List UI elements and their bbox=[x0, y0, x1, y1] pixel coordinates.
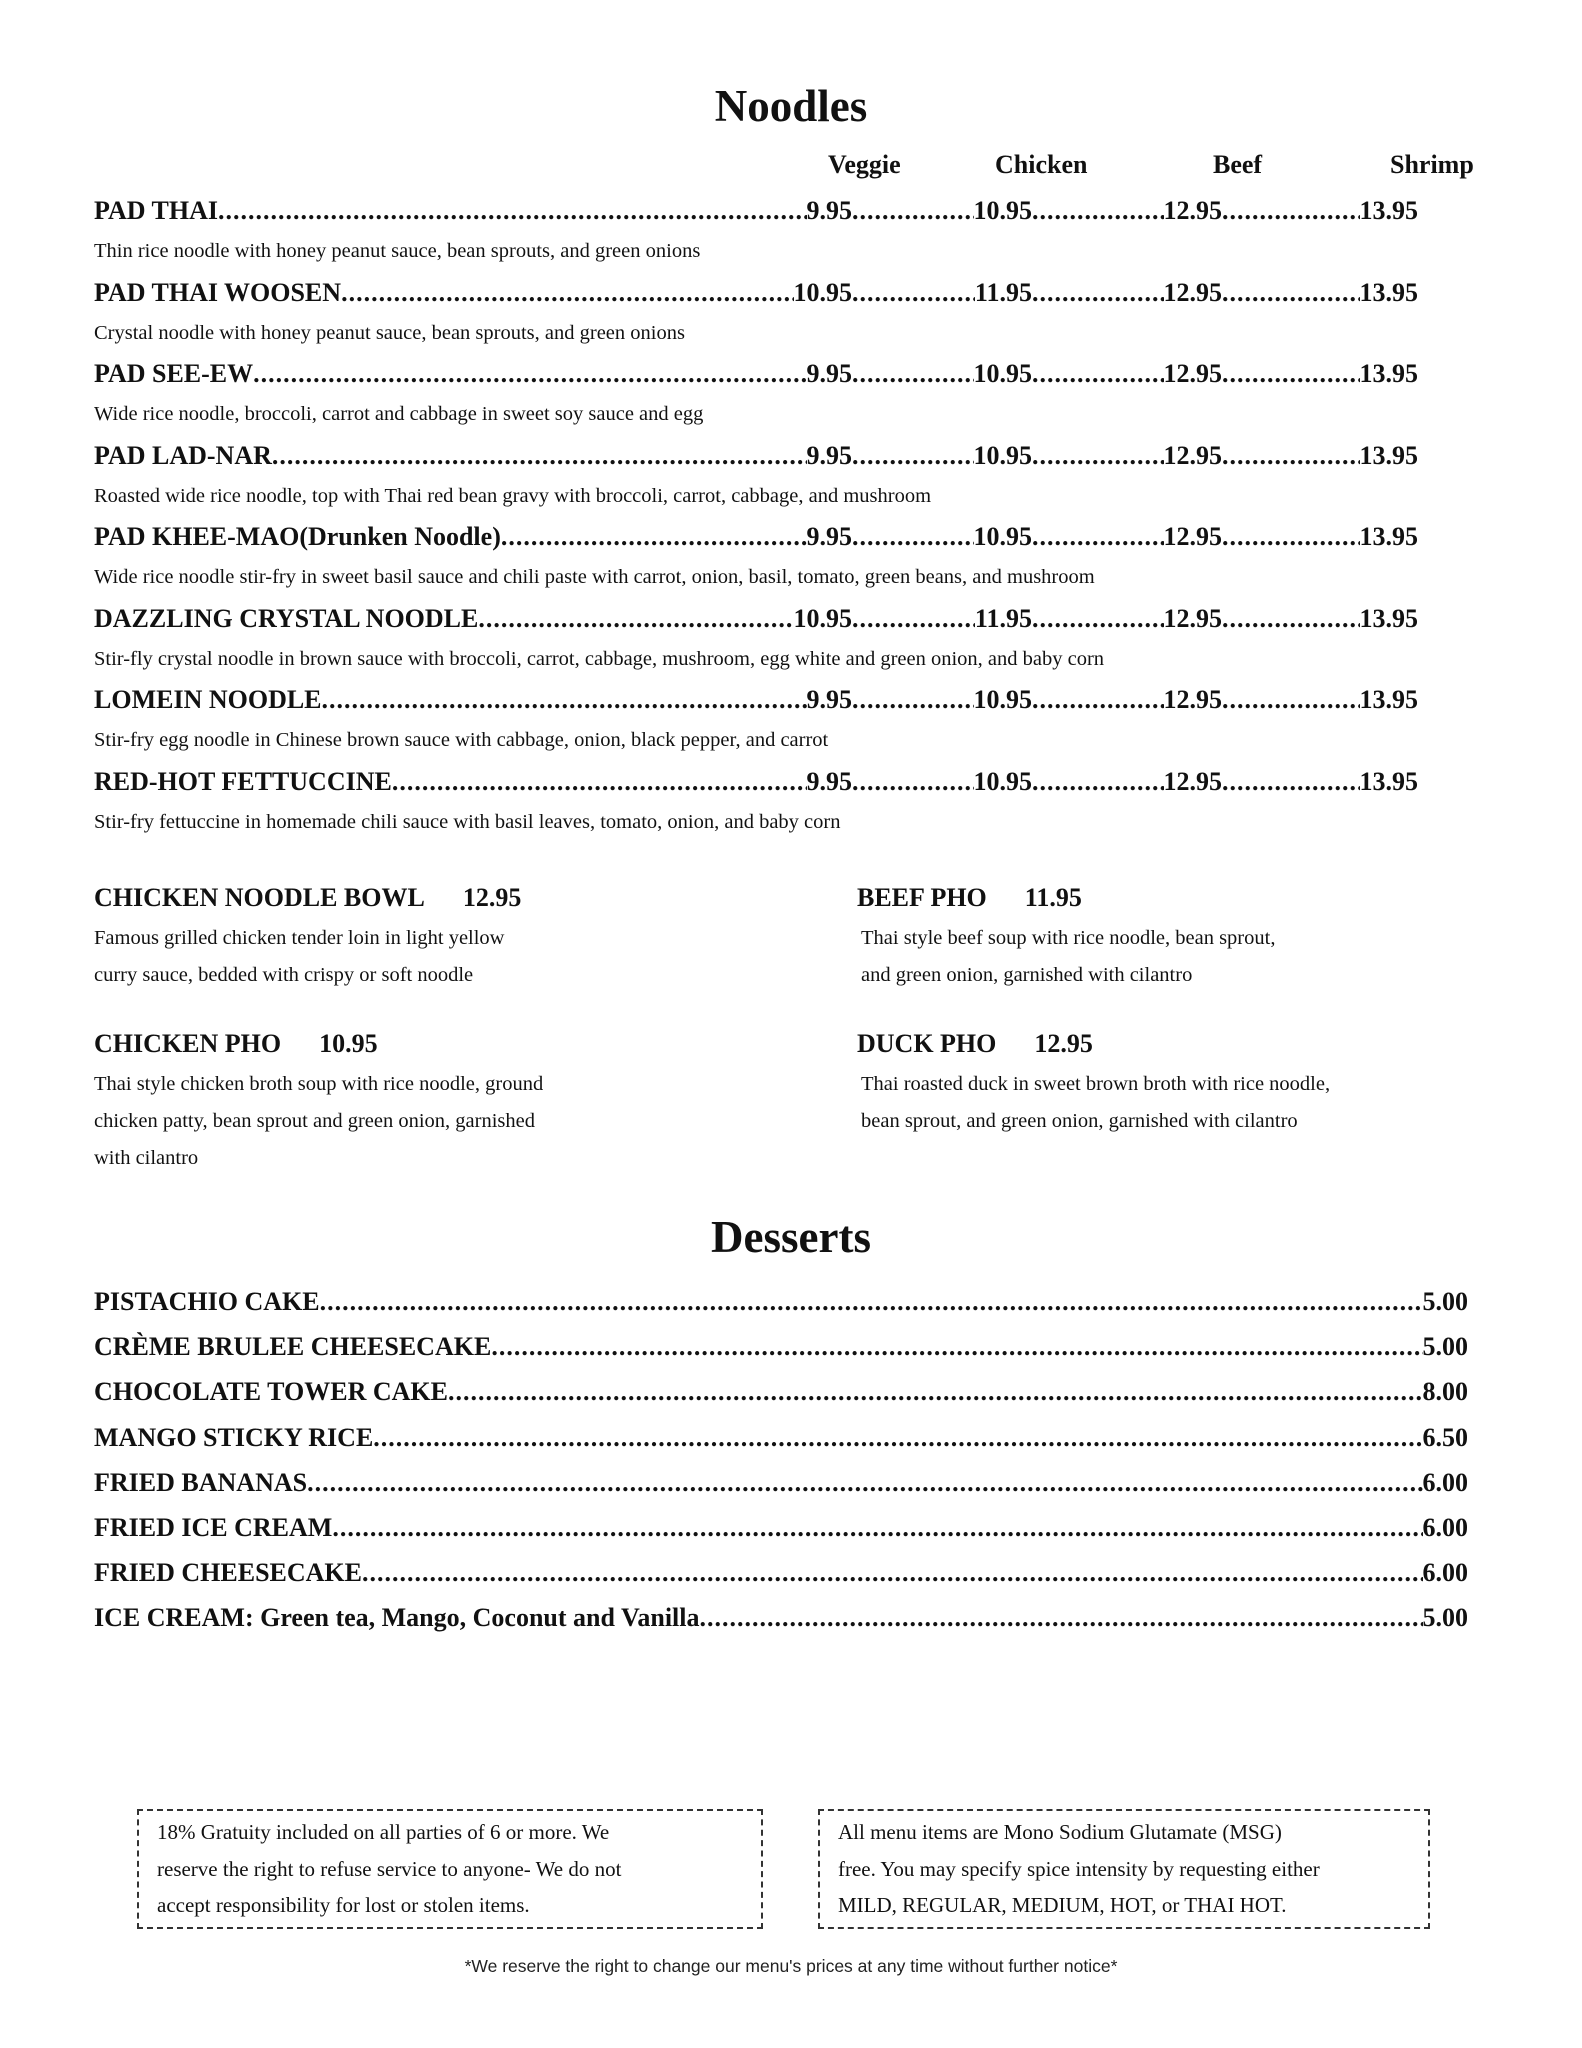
menu-item-name: PAD THAI bbox=[94, 196, 218, 225]
price-shrimp: 13.95 bbox=[1359, 522, 1418, 551]
price-cell bbox=[1222, 682, 1418, 718]
price-shrimp: 13.95 bbox=[1359, 359, 1418, 388]
special-item bbox=[94, 880, 714, 994]
dessert-item-line bbox=[94, 1418, 1468, 1458]
price-shrimp: 13.95 bbox=[1359, 196, 1418, 225]
dot-leader bbox=[1032, 356, 1164, 392]
msg-notice-line: All menu items are Mono Sodium Glutamate (MSG) bbox=[838, 1820, 1282, 1844]
description-line: with cilantro bbox=[94, 1147, 199, 1169]
special-item-name: BEEF PHO bbox=[857, 883, 987, 912]
menu-item-description: Stir-fly crystal noodle in brown sauce with broccoli, carrot, cabbage, mushroom, egg white and green onion, and baby corn bbox=[94, 647, 1105, 670]
dot-leader bbox=[272, 438, 807, 474]
price-cell bbox=[1222, 519, 1418, 555]
dot-leader bbox=[332, 1508, 1422, 1548]
dot-leader bbox=[1222, 275, 1360, 311]
dot-leader bbox=[253, 356, 806, 392]
price-shrimp: 13.95 bbox=[1359, 277, 1418, 307]
menu-item bbox=[94, 682, 1474, 764]
dessert-item bbox=[94, 1372, 1468, 1417]
price-cell bbox=[1222, 356, 1418, 392]
dessert-price: 6.50 bbox=[1422, 1422, 1468, 1452]
gratuity-notice-line: reserve the right to refuse service to anyone- We do not bbox=[157, 1856, 622, 1881]
column-header-chicken: Chicken bbox=[995, 150, 1088, 179]
dot-leader bbox=[1032, 682, 1164, 718]
dessert-price: 5.00 bbox=[1422, 1287, 1468, 1316]
description-line: curry sauce, bedded with crispy or soft noodle bbox=[94, 964, 474, 986]
dessert-name: CHOCOLATE TOWER CAKE bbox=[94, 1377, 448, 1407]
special-item bbox=[94, 1026, 714, 1177]
dessert-name: FRIED BANANAS bbox=[94, 1467, 308, 1497]
dot-leader bbox=[852, 764, 974, 800]
menu-item-line bbox=[94, 356, 1474, 392]
price-cell bbox=[852, 764, 1032, 800]
price-beef: 12.95 bbox=[1163, 522, 1222, 551]
menu-item-name-cell bbox=[94, 764, 852, 800]
description-line: chicken patty, bean sprout and green onion, garnished bbox=[94, 1110, 535, 1132]
description-line: Thai style beef soup with rice noodle, bean sprout, bbox=[861, 927, 1276, 949]
price-cell bbox=[1222, 764, 1418, 800]
menu-item bbox=[94, 601, 1474, 683]
dessert-price: 6.00 bbox=[1422, 1512, 1468, 1542]
price-cell bbox=[1032, 682, 1222, 718]
gratuity-notice-box bbox=[137, 1809, 763, 1929]
menu-item-name-cell bbox=[94, 193, 852, 229]
menu-item-description: Wide rice noodle, broccoli, carrot and cabbage in sweet soy sauce and egg bbox=[94, 403, 704, 425]
special-item-description bbox=[94, 920, 714, 994]
price-beef: 12.95 bbox=[1163, 440, 1222, 470]
dot-leader bbox=[1222, 682, 1360, 718]
menu-item-name-cell bbox=[94, 519, 852, 555]
menu-item-line bbox=[94, 682, 1474, 718]
dessert-item bbox=[94, 1327, 1468, 1372]
special-item-heading bbox=[94, 880, 714, 916]
menu-item-line bbox=[94, 601, 1474, 637]
msg-notice-line: free. You may specify spice intensity by requesting either bbox=[838, 1856, 1320, 1881]
price-cell bbox=[1032, 356, 1222, 392]
menu-item-name: PAD KHEE-MAO(Drunken Noodle) bbox=[94, 522, 501, 551]
menu-item-name-cell bbox=[94, 601, 852, 637]
dot-leader bbox=[1032, 601, 1164, 637]
column-header-veggie: Veggie bbox=[828, 150, 901, 179]
dessert-price: 6.00 bbox=[1422, 1467, 1468, 1497]
dot-leader bbox=[322, 682, 807, 718]
special-item-name: CHICKEN PHO bbox=[94, 1029, 282, 1058]
menu-item-name: LOMEIN NOODLE bbox=[94, 685, 322, 714]
dessert-item-line bbox=[94, 1463, 1468, 1503]
dot-leader bbox=[491, 1327, 1422, 1367]
dessert-item-line bbox=[94, 1553, 1468, 1593]
price-chicken: 10.95 bbox=[973, 522, 1032, 551]
description-line: bean sprout, and green onion, garnished with cilantro bbox=[861, 1110, 1298, 1132]
menu-item-description: Stir-fry egg noodle in Chinese brown sauce with cabbage, onion, black pepper, and carrot bbox=[94, 729, 829, 751]
price-veggie: 9.95 bbox=[806, 359, 852, 388]
price-chicken: 11.95 bbox=[974, 277, 1032, 307]
dot-leader bbox=[852, 275, 975, 311]
column-header-beef: Beef bbox=[1213, 150, 1263, 179]
msg-notice-line: MILD, REGULAR, MEDIUM, HOT, or THAI HOT. bbox=[838, 1893, 1287, 1917]
price-beef: 12.95 bbox=[1163, 603, 1222, 633]
special-item-description bbox=[94, 1066, 714, 1177]
dessert-price: 5.00 bbox=[1422, 1603, 1468, 1633]
menu-item bbox=[94, 764, 1474, 846]
dessert-item-line bbox=[94, 1372, 1468, 1412]
description-line: and green onion, garnished with cilantro bbox=[861, 964, 1193, 986]
price-cell bbox=[1222, 601, 1418, 637]
noodles-section-title: Noodles bbox=[714, 81, 868, 131]
dot-leader bbox=[1032, 519, 1164, 555]
special-item-heading bbox=[94, 1026, 714, 1062]
menu-item-name-cell bbox=[94, 356, 852, 392]
price-cell bbox=[852, 601, 1032, 637]
dot-leader bbox=[218, 193, 807, 229]
menu-item-line bbox=[94, 764, 1474, 800]
special-item-heading bbox=[857, 880, 1477, 916]
dot-leader bbox=[320, 1282, 1423, 1322]
dot-leader bbox=[341, 275, 793, 311]
price-chicken: 10.95 bbox=[973, 685, 1032, 714]
special-item bbox=[857, 880, 1477, 994]
dessert-item bbox=[94, 1282, 1468, 1327]
msg-notice-box bbox=[818, 1809, 1430, 1929]
dot-leader bbox=[478, 601, 793, 637]
menu-item bbox=[94, 193, 1474, 275]
dessert-item-line bbox=[94, 1508, 1468, 1548]
price-beef: 12.95 bbox=[1163, 277, 1222, 307]
price-shrimp: 13.95 bbox=[1359, 685, 1418, 714]
description-line: Famous grilled chicken tender loin in light yellow bbox=[94, 927, 505, 949]
dessert-item bbox=[94, 1463, 1468, 1508]
dot-leader bbox=[1032, 438, 1164, 474]
menu-item-description: Thin rice noodle with honey peanut sauce, bean sprouts, and green onions bbox=[94, 240, 701, 262]
price-beef: 12.95 bbox=[1163, 359, 1222, 388]
dessert-item-line bbox=[94, 1598, 1468, 1638]
special-item-description bbox=[857, 1066, 1477, 1140]
menu-item bbox=[94, 438, 1474, 520]
dot-leader bbox=[1032, 275, 1164, 311]
gratuity-notice-line: accept responsibility for lost or stolen items. bbox=[157, 1893, 530, 1917]
menu-item-name: PAD THAI WOOSEN bbox=[94, 277, 342, 307]
dot-leader bbox=[852, 601, 975, 637]
price-veggie: 9.95 bbox=[806, 685, 852, 714]
dessert-item-line bbox=[94, 1282, 1468, 1322]
dessert-item bbox=[94, 1508, 1468, 1553]
price-veggie: 9.95 bbox=[806, 522, 852, 551]
menu-item-line bbox=[94, 438, 1474, 474]
price-veggie: 10.95 bbox=[793, 603, 852, 633]
desserts-section-title: Desserts bbox=[711, 1212, 871, 1262]
dot-leader bbox=[1222, 601, 1360, 637]
menu-item-line bbox=[94, 519, 1474, 555]
price-veggie: 9.95 bbox=[806, 766, 852, 796]
dot-leader bbox=[1032, 193, 1164, 229]
price-change-disclaimer: *We reserve the right to change our menu's prices at any time without further notice* bbox=[464, 1956, 1118, 1976]
dessert-item-line bbox=[94, 1327, 1468, 1367]
gratuity-notice-line: 18% Gratuity included on all parties of 6 or more. We bbox=[157, 1820, 610, 1844]
menu-item bbox=[94, 519, 1474, 601]
price-cell bbox=[1032, 275, 1222, 311]
dessert-price: 6.00 bbox=[1422, 1558, 1468, 1588]
menu-item-name-cell bbox=[94, 682, 852, 718]
price-cell bbox=[1222, 275, 1418, 311]
menu-item-name: PAD LAD-NAR bbox=[94, 440, 272, 470]
price-cell bbox=[1222, 193, 1418, 229]
price-shrimp: 13.95 bbox=[1359, 766, 1418, 796]
dot-leader bbox=[852, 682, 974, 718]
price-chicken: 10.95 bbox=[973, 766, 1032, 796]
price-chicken: 10.95 bbox=[973, 359, 1032, 388]
noodle-soup-specials bbox=[94, 880, 1494, 1180]
menu-item-description: Roasted wide rice noodle, top with Thai red bean gravy with broccoli, carrot, cabbage, and mushroom bbox=[94, 484, 932, 507]
price-column-headers bbox=[0, 150, 1582, 184]
menu-item-name: PAD SEE-EW bbox=[94, 359, 254, 388]
price-cell bbox=[852, 356, 1032, 392]
price-cell bbox=[1032, 764, 1222, 800]
dot-leader bbox=[501, 519, 807, 555]
menu-item bbox=[94, 356, 1474, 438]
dessert-item bbox=[94, 1598, 1468, 1643]
dessert-name: CRÈME BRULEE CHEESECAKE bbox=[94, 1332, 492, 1362]
dot-leader bbox=[1222, 764, 1360, 800]
price-beef: 12.95 bbox=[1163, 766, 1222, 796]
menu-item-description: Stir-fry fettuccine in homemade chili sauce with basil leaves, tomato, onion, and baby corn bbox=[94, 810, 841, 833]
dessert-price: 8.00 bbox=[1422, 1377, 1468, 1407]
price-cell bbox=[852, 519, 1032, 555]
price-beef: 12.95 bbox=[1163, 196, 1222, 225]
dot-leader bbox=[448, 1372, 1423, 1412]
dot-leader bbox=[373, 1418, 1422, 1458]
special-item-name: DUCK PHO bbox=[857, 1029, 997, 1058]
price-cell bbox=[852, 275, 1032, 311]
dot-leader bbox=[392, 764, 807, 800]
price-cell bbox=[1222, 438, 1418, 474]
special-item-price: 11.95 bbox=[1024, 883, 1082, 912]
dot-leader bbox=[362, 1553, 1423, 1593]
price-chicken: 10.95 bbox=[973, 196, 1032, 225]
price-beef: 12.95 bbox=[1163, 685, 1222, 714]
dot-leader bbox=[1222, 356, 1360, 392]
dessert-name: FRIED ICE CREAM bbox=[94, 1512, 333, 1542]
price-chicken: 10.95 bbox=[973, 440, 1032, 470]
dot-leader bbox=[852, 193, 974, 229]
special-item-name: CHICKEN NOODLE BOWL bbox=[94, 883, 425, 912]
dessert-name: ICE CREAM: Green tea, Mango, Coconut and Vanilla bbox=[94, 1603, 700, 1633]
price-chicken: 11.95 bbox=[974, 603, 1032, 633]
menu-item-description: Crystal noodle with honey peanut sauce, bean sprouts, and green onions bbox=[94, 321, 685, 344]
price-veggie: 10.95 bbox=[793, 277, 852, 307]
special-item-price: 10.95 bbox=[319, 1029, 378, 1058]
dessert-name: MANGO STICKY RICE bbox=[94, 1422, 374, 1452]
price-cell bbox=[1032, 193, 1222, 229]
dot-leader bbox=[1222, 438, 1360, 474]
special-item-price: 12.95 bbox=[1034, 1029, 1093, 1058]
price-cell bbox=[852, 438, 1032, 474]
description-line: Thai roasted duck in sweet brown broth with rice noodle, bbox=[861, 1073, 1331, 1095]
menu-item-line bbox=[94, 193, 1474, 229]
special-item-heading bbox=[857, 1026, 1477, 1062]
menu-item-name: RED-HOT FETTUCCINE bbox=[94, 766, 392, 796]
price-veggie: 9.95 bbox=[806, 196, 852, 225]
price-veggie: 9.95 bbox=[806, 440, 852, 470]
menu-item bbox=[94, 275, 1474, 357]
dot-leader bbox=[700, 1598, 1423, 1638]
price-cell bbox=[1032, 601, 1222, 637]
dot-leader bbox=[307, 1463, 1422, 1503]
dot-leader bbox=[1222, 519, 1360, 555]
price-cell bbox=[852, 682, 1032, 718]
dot-leader bbox=[1032, 764, 1164, 800]
dot-leader bbox=[852, 356, 974, 392]
column-header-shrimp: Shrimp bbox=[1390, 150, 1474, 179]
menu-item-line bbox=[94, 275, 1474, 311]
dessert-name: PISTACHIO CAKE bbox=[94, 1287, 320, 1316]
dot-leader bbox=[852, 438, 974, 474]
dessert-name: FRIED CHEESECAKE bbox=[94, 1558, 362, 1588]
special-item-description bbox=[857, 920, 1477, 994]
menu-item-name-cell bbox=[94, 438, 852, 474]
special-item-price: 12.95 bbox=[462, 883, 522, 912]
price-cell bbox=[1032, 438, 1222, 474]
description-line: Thai style chicken broth soup with rice noodle, ground bbox=[94, 1073, 544, 1095]
price-shrimp: 13.95 bbox=[1359, 603, 1418, 633]
price-cell bbox=[1032, 519, 1222, 555]
dot-leader bbox=[1222, 193, 1360, 229]
menu-item-name: DAZZLING CRYSTAL NOODLE bbox=[94, 603, 479, 633]
noodle-menu-list bbox=[94, 193, 1474, 845]
special-item bbox=[857, 1026, 1477, 1140]
dessert-item bbox=[94, 1553, 1468, 1598]
dessert-menu-list bbox=[94, 1282, 1468, 1644]
menu-item-name-cell bbox=[94, 275, 852, 311]
menu-item-description: Wide rice noodle stir-fry in sweet basil sauce and chili paste with carrot, onion, basil, tomato, green beans, and mushroom bbox=[94, 566, 1095, 588]
dessert-item bbox=[94, 1418, 1468, 1463]
price-cell bbox=[852, 193, 1032, 229]
price-shrimp: 13.95 bbox=[1359, 440, 1418, 470]
dot-leader bbox=[852, 519, 974, 555]
dessert-price: 5.00 bbox=[1422, 1332, 1468, 1362]
